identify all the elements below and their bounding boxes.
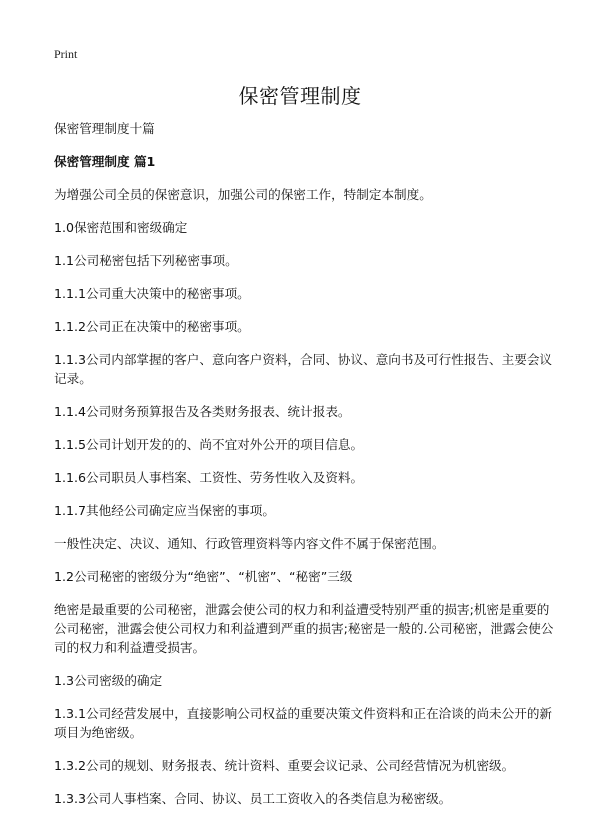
paragraph: 1.1.6公司职员人事档案、工资性、劳务性收入及资料。 xyxy=(54,470,364,485)
paragraph: 1.3公司密级的确定 xyxy=(54,673,163,688)
paragraph: 为增强公司全员的保密意识，加强公司的保密工作，特制定本制度。 xyxy=(54,187,432,202)
paragraph: 绝密是最重要的公司秘密，泄露会使公司的权力和利益遭受特别严重的损害;机密是重要的公司秘密，泄露会使公司权力和利益遭到严重的损害;秘密是一般的.公司秘密，泄露会使公司的权力和利益遭受损害。 xyxy=(54,602,554,655)
paragraph: 保密管理制度十篇 xyxy=(54,121,155,136)
paragraph: 1.1.5公司计划开发的的、尚不宜对外公开的项目信息。 xyxy=(54,437,364,452)
paragraph: 1.1.1公司重大决策中的秘密事项。 xyxy=(54,286,250,301)
paragraph: 1.1.4公司财务预算报告及各类财务报表、统计报表。 xyxy=(54,404,351,419)
paragraph: 1.3.1公司经营发展中，直接影响公司权益的重要决策文件资料和正在洽谈的尚未公开的新项目为绝密级。 xyxy=(54,706,553,740)
paragraph: 1.0保密范围和密级确定 xyxy=(54,220,188,235)
paragraph: 1.2公司秘密的密级分为“绝密”、“机密”、“秘密”三级 xyxy=(54,569,353,584)
paragraph: 1.3.3公司人事档案、合同、协议、员工工资收入的各类信息为秘密级。 xyxy=(54,791,452,806)
paragraph: 1.1.7其他经公司确定应当保密的事项。 xyxy=(54,503,275,518)
paragraph: 1.1.2公司正在决策中的秘密事项。 xyxy=(54,319,250,334)
paragraph: 1.3.2公司的规划、财务报表、统计资料、重要会议记录、公司经营情况为机密级。 xyxy=(54,758,515,773)
print-link[interactable]: Print xyxy=(54,47,78,61)
paragraph: 一般性决定、决议、通知、行政管理资料等内容文件不属于保密范围。 xyxy=(54,536,445,551)
document-body xyxy=(54,119,554,822)
page-title: 保密管理制度 xyxy=(238,84,362,108)
section-heading: 保密管理制度 篇1 xyxy=(54,154,156,169)
paragraph: 1.1.3公司内部掌握的客户、意向客户资料，合同、协议、意向书及可行性报告、主要会议记录。 xyxy=(54,352,553,386)
paragraph: 1.1公司秘密包括下列秘密事项。 xyxy=(54,253,238,268)
